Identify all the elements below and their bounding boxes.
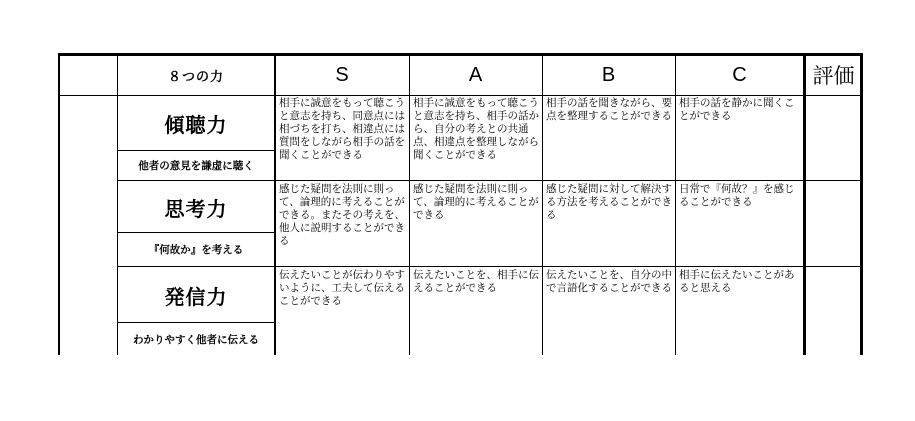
col-line-2 bbox=[274, 53, 276, 355]
row-divider-2 bbox=[118, 266, 863, 267]
skill-sub-communication: わかりやすく他者に伝える bbox=[133, 333, 259, 346]
eval-cell-thinking[interactable] bbox=[806, 182, 861, 266]
desc-thinking-b: 感じた疑問に対して解決する方法を考えることができる bbox=[546, 183, 672, 221]
table-right-border bbox=[860, 53, 863, 355]
level-a-header: A bbox=[468, 63, 483, 86]
level-c-header: C bbox=[732, 63, 747, 86]
desc-communication-a: 伝えたいことを、相手に伝えることができる bbox=[413, 269, 539, 294]
desc-thinking-s: 感じた疑問を法則に則って、論理的に考えることができる。またその考えを、他人に説明することができる bbox=[279, 183, 405, 247]
desc-listening-b: 相手の話を聞きながら、要点を整理することができる bbox=[546, 97, 672, 122]
skill-name-thinking: 思考力 bbox=[164, 196, 228, 221]
desc-listening-s: 相手に誠意をもって聴こうと意志を持ち、同意点には相づちを打ち、相違点には質問をしながら相手の話を聞くことができる bbox=[279, 97, 405, 161]
desc-listening-a: 相手に誠意をもって聴こうと意志を持ち、相手の話から、自分の考えとの共通点、相違点を整理しながら聞くことができる bbox=[413, 97, 539, 161]
level-b-header: B bbox=[601, 63, 616, 86]
col-line-4 bbox=[542, 53, 543, 355]
skill-name-communication: 発信力 bbox=[164, 284, 228, 309]
desc-listening-c: 相手の話を静かに聞くことができる bbox=[679, 97, 795, 122]
col-line-6 bbox=[803, 53, 806, 355]
row-divider-1 bbox=[118, 180, 863, 181]
desc-thinking-a: 感じた疑問を法則に則って、論理的に考えることができる bbox=[413, 183, 539, 221]
table-top-border bbox=[58, 53, 863, 56]
header-label: ８つの力 bbox=[167, 69, 224, 85]
table-left-border bbox=[58, 53, 60, 355]
evaluation-header: 評価 bbox=[812, 64, 855, 88]
level-s-header: S bbox=[335, 63, 349, 86]
desc-communication-s: 伝えたいことが伝わりやすいように、工夫して伝えることができる bbox=[279, 269, 405, 307]
sub-divider-1 bbox=[118, 150, 275, 151]
header-bottom-line bbox=[58, 95, 863, 96]
col-line-3 bbox=[409, 53, 410, 355]
sub-divider-3 bbox=[118, 322, 275, 323]
eval-cell-listening[interactable] bbox=[806, 96, 861, 180]
sub-divider-2 bbox=[118, 232, 275, 233]
skill-sub-thinking: 『何故か』を考える bbox=[148, 244, 244, 256]
col-line-1 bbox=[117, 53, 118, 355]
skill-sub-listening: 他者の意見を謙虚に聴く bbox=[138, 160, 254, 172]
desc-communication-c: 相手に伝えたいことがあると思える bbox=[679, 269, 795, 294]
skill-name-listening: 傾聴力 bbox=[164, 112, 228, 137]
col-line-5 bbox=[675, 53, 676, 355]
desc-thinking-c: 日常で『何故？』を感じることができる bbox=[679, 183, 795, 208]
eval-cell-communication[interactable] bbox=[806, 268, 861, 352]
desc-communication-b: 伝えたいことを、自分の中で言語化することができる bbox=[546, 269, 672, 294]
